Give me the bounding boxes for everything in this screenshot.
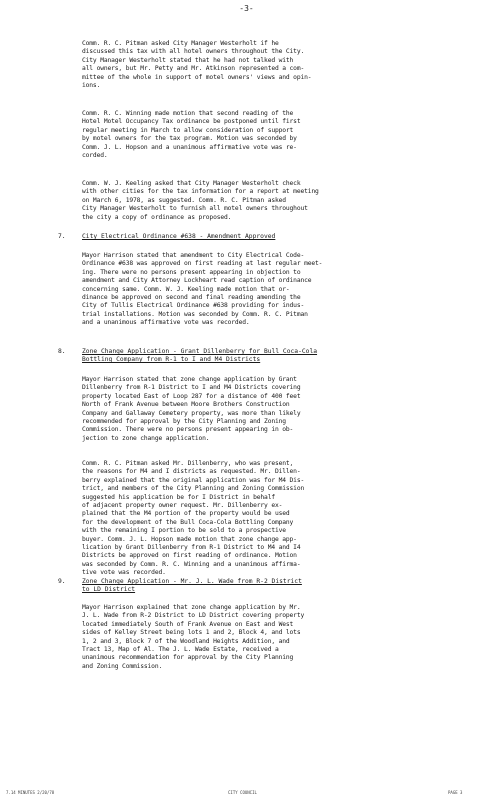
section-9-heading: Zone Change Application - Mr. J. L. Wade from R-2 District to LD District [82, 578, 302, 594]
section-7-number: 7. [58, 233, 66, 240]
paragraph-pitman-question: Comm. R. C. Pitman asked City Manager Westerholt if he discussed this tax with all hotel owners throughout the City. City Manager Westerholt stated that he had not talked with all owners, but Mr. Petty and Mr. Atkinson represented a com- mittee of the whole in support of motel owners' views and opin- ions. [82, 40, 312, 90]
footer-left: 7.14 MINUTES 2/20/78 [6, 790, 55, 795]
section-8-discussion: Comm. R. C. Pitman asked Mr. Dillenberry, who was present, the reasons for M4 and I districts as requested. Mr. Dillen- berry explained that the original application was for M4 Dis- trict, and members of the City Planning and Zoning Commission suggested his application be for I District in behalf of adjacent property owner request. Mr. Dillenberry ex- plained that the M4 portion of the property would be used for the development of the Bull Coca-Cola Bottling Company with the remaining I portion to be sold to a prospective buyer. Comm. J. L. Hopson made motion that zone change app- lication by Grant Dillenberry from R-1 District to M4 and I4 Districts be approved on first reading of ordinance. Motion was seconded by Comm. R. C. Winning and a unanimous affirma- tive vote was recorded. [82, 460, 305, 577]
footer-center: CITY COUNCIL [228, 790, 257, 795]
section-9-number: 9. [58, 578, 66, 585]
section-7-body: Mayor Harrison stated that amendment to City Electrical Code- Ordinance #638 was approved on first reading at last regular meet- ing. There were no persons present appearing in objection to amendment and City Attorney Lockheart read caption of ordinance concerning same. Comm. W. J. Keeling made motion that or- dinance be approved on second and final reading amending the City of Tullis Electrical Ordinance #638 providing for indus- trial installations. Motion was seconded by Comm. R. C. Pitman and a unanimous affirmative vote was recorded. [82, 252, 323, 327]
page-number: -3- [239, 4, 254, 13]
section-8-heading: Zone Change Application - Grant Dillenberry for Bull Coca-Cola Bottling Company from R-1 to I and M4 Districts [82, 348, 318, 364]
paragraph-keeling-request: Comm. W. J. Keeling asked that City Manager Westerholt check with other cities for the tax information for a report at meeting on March 6, 1978, as suggested. Comm. R. C. Pitman asked City Manager Westerholt to furnish all motel owners throughout the city a copy of ordinance as proposed. [82, 180, 319, 221]
section-7-heading: City Electrical Ordinance #638 - Amendment Approved [82, 233, 276, 240]
section-9-body: Mayor Harrison explained that zone change application by Mr. J. L. Wade from R-2 District to LD District covering property located immediately South of Frank Avenue on East and West sides of Kelley Street being lots 1 and 2, Block 4, and lots 1, 2 and 3, Block 7 of the Woodland Heights Addition, and Tract 13, Map of Al. The J. L. Wade Estate, received a unanimous recommendation for approval by the City Planning and Zoning Commission. [82, 604, 305, 670]
section-8-number: 8. [58, 348, 66, 355]
footer-right: PAGE 3 [448, 790, 463, 795]
paragraph-winning-motion: Comm. R. C. Winning made motion that second reading of the Hotel Motel Occupancy Tax ordinance be postponed until first regular meeting in March to allow consideration of support by motel owners for the tax program. Motion was seconded by Comm. J. L. Hopson and a unanimous affirmative vote was re- corded. [82, 110, 301, 160]
section-8-body: Mayor Harrison stated that zone change application by Grant Dillenberry from R-1 District to I and M4 Districts covering property located East of Loop 287 for a distance of 400 feet North of Frank Avenue between Moore Brothers Construction Company and Gallaway Cemetery property, was more than likely recommended for approval by the City Planning and Zoning Commission. There were no persons present appearing in ob- jection to zone change application. [82, 376, 301, 442]
